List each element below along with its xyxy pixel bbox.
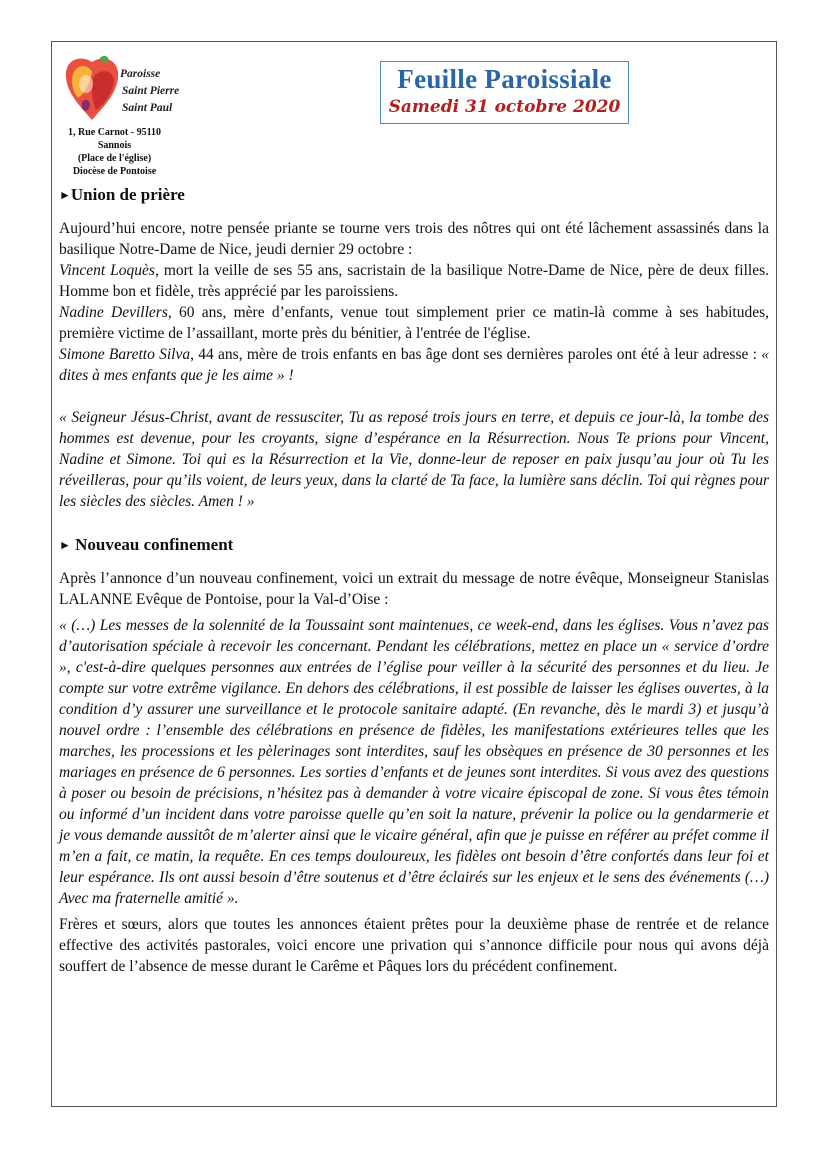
- address-line: (Place de l'église): [77, 153, 152, 164]
- address-line: Diocèse de Pontoise: [72, 166, 157, 177]
- section-title-text: Nouveau confinement: [75, 535, 234, 554]
- parish-logo-icon: [62, 54, 122, 124]
- section-heading: [59, 533, 769, 558]
- logo-line: Paroisse: [120, 68, 161, 80]
- page-title: Feuille Paroissiale: [397, 64, 612, 94]
- victim-text: , 44 ans, mère de trois enfants en bas âge dont ses dernières paroles ont été à leur adresse :: [190, 346, 762, 363]
- victim-name: Simone Baretto Silva: [59, 346, 191, 363]
- address-line: 1, Rue Carnot - 95110 Sannois: [67, 127, 162, 151]
- section-title-text: Union de prière: [70, 185, 185, 204]
- triangle-bullet-icon: ►: [59, 538, 71, 552]
- prayer: « Seigneur Jésus-Christ, avant de ressusciter, Tu as reposé trois jours en terre, et depuis ce jour-là, la tombe des hommes est devenue, pour les croyants, signe d’espérance en la Résurrection. Nous Te prions pour Vincent, Nadine et Simone. Toi qui es la Résurrection et la Vie, donne-leur de reposer en paix jusqu’au jour où Tu les réveilleras, pour qu’ils voient, de leurs yeux, dans la clarté de Ta face, la lumière sans déclin. Toi qui règnes pour les siècles des siècles. Amen ! »: [59, 409, 769, 510]
- title-box: [380, 61, 629, 124]
- section-heading: [59, 183, 769, 208]
- victim-quote: « dites à mes enfants que je les aime » !: [59, 346, 769, 384]
- content: [59, 183, 769, 977]
- bishop-message: « (…) Les messes de la solennité de la Toussaint sont maintenues, ce week-end, dans les églises. Vous n’avez pas d’autorisation spéciale à recevoir les concernant. Pendant les célébrations, mettez en place un « service d’ordre », c'est-à-dire quelques personnes aux entrées de l’église pour veiller à la sécurité des personnes et du lieu. Je compte sur votre extrême vigilance. En dehors des célébrations, il est possible de laisser les églises ouvertes, à la condition d’y assurer une surveillance et le protocole sanitaire adapté. (En revanche, dès le mardi 3) et jusqu’à nouvel ordre : l’ensemble des célébrations en présence de fidèles, les manifestations extérieures telles que les marches, les processions et les pèlerinages sont interdites, sauf les obsèques en présence de 30 personnes et les mariages en présence de 6 personnes. Les sorties d’enfants et de jeunes sont interdites. Si vous avez des questions à poser ou besoin de précisions, n’hésitez pas à demander à votre vicaire épiscopal de zone. Si vous êtes témoin ou informé d’un incident dans votre paroisse quelle qu’en soit la nature, prévenir la police ou la gendarmerie et je vous demande aussitôt de m’alerter ainsi que le vicaire général, afin que je puisse en référer au préfet comme il m’en a fait, ce matin, la requête. En ces temps douloureux, les fidèles ont besoin d’être confortés dans leur foi et leur espérance. Ils ont aussi besoin d’être soutenus et d’être éclairés sur les enjeux et le sens des événements (…) Avec ma fraternelle amitié ».: [59, 617, 769, 907]
- paragraph: Après l’annonce d’un nouveau confinement, voici un extrait du message de notre évêque, Monseigneur Stanislas LALANNE Evêque de Pontoise, pour la Val-d’Oise :: [59, 570, 769, 608]
- victim-text: , mort la veille de ses 55 ans, sacristain de la basilique Notre-Dame de Nice, père de deux filles. Homme bon et fidèle, très apprécié par les paroissiens.: [59, 262, 769, 300]
- logo-line: Saint Paul: [122, 102, 173, 114]
- victim-name: Nadine Devillers: [59, 304, 168, 321]
- logo-line: Saint Pierre: [122, 85, 180, 97]
- triangle-bullet-icon: ►: [59, 188, 71, 202]
- victim-name: Vincent Loquès: [59, 262, 155, 279]
- paragraph: [59, 218, 769, 386]
- victim-text: , 60 ans, mère d’enfants, venue tout simplement prier ce matin-là comme à ses habitudes, première victime de l’assaillant, morte près du bénitier, à l'entrée de l'église.: [59, 304, 769, 342]
- intro-text: Aujourd’hui encore, notre pensée priante se tourne vers trois des nôtres qui ont été lâchement assassinés dans la basilique Notre-Dame de Nice, jeudi dernier 29 octobre :: [59, 220, 769, 258]
- paragraph: Frères et sœurs, alors que toutes les annonces étaient prêtes pour la deuxième phase de rentrée et de relance effective des activités pastorales, voici encore une privation qui s’annonce difficile pour nous qui avons déjà souffert de l’absence de messe durant le Carême et Pâques lors du précédent confinement.: [59, 916, 769, 975]
- publication-date: Samedi 31 octobre 2020: [388, 97, 621, 117]
- parish-address: [52, 126, 177, 178]
